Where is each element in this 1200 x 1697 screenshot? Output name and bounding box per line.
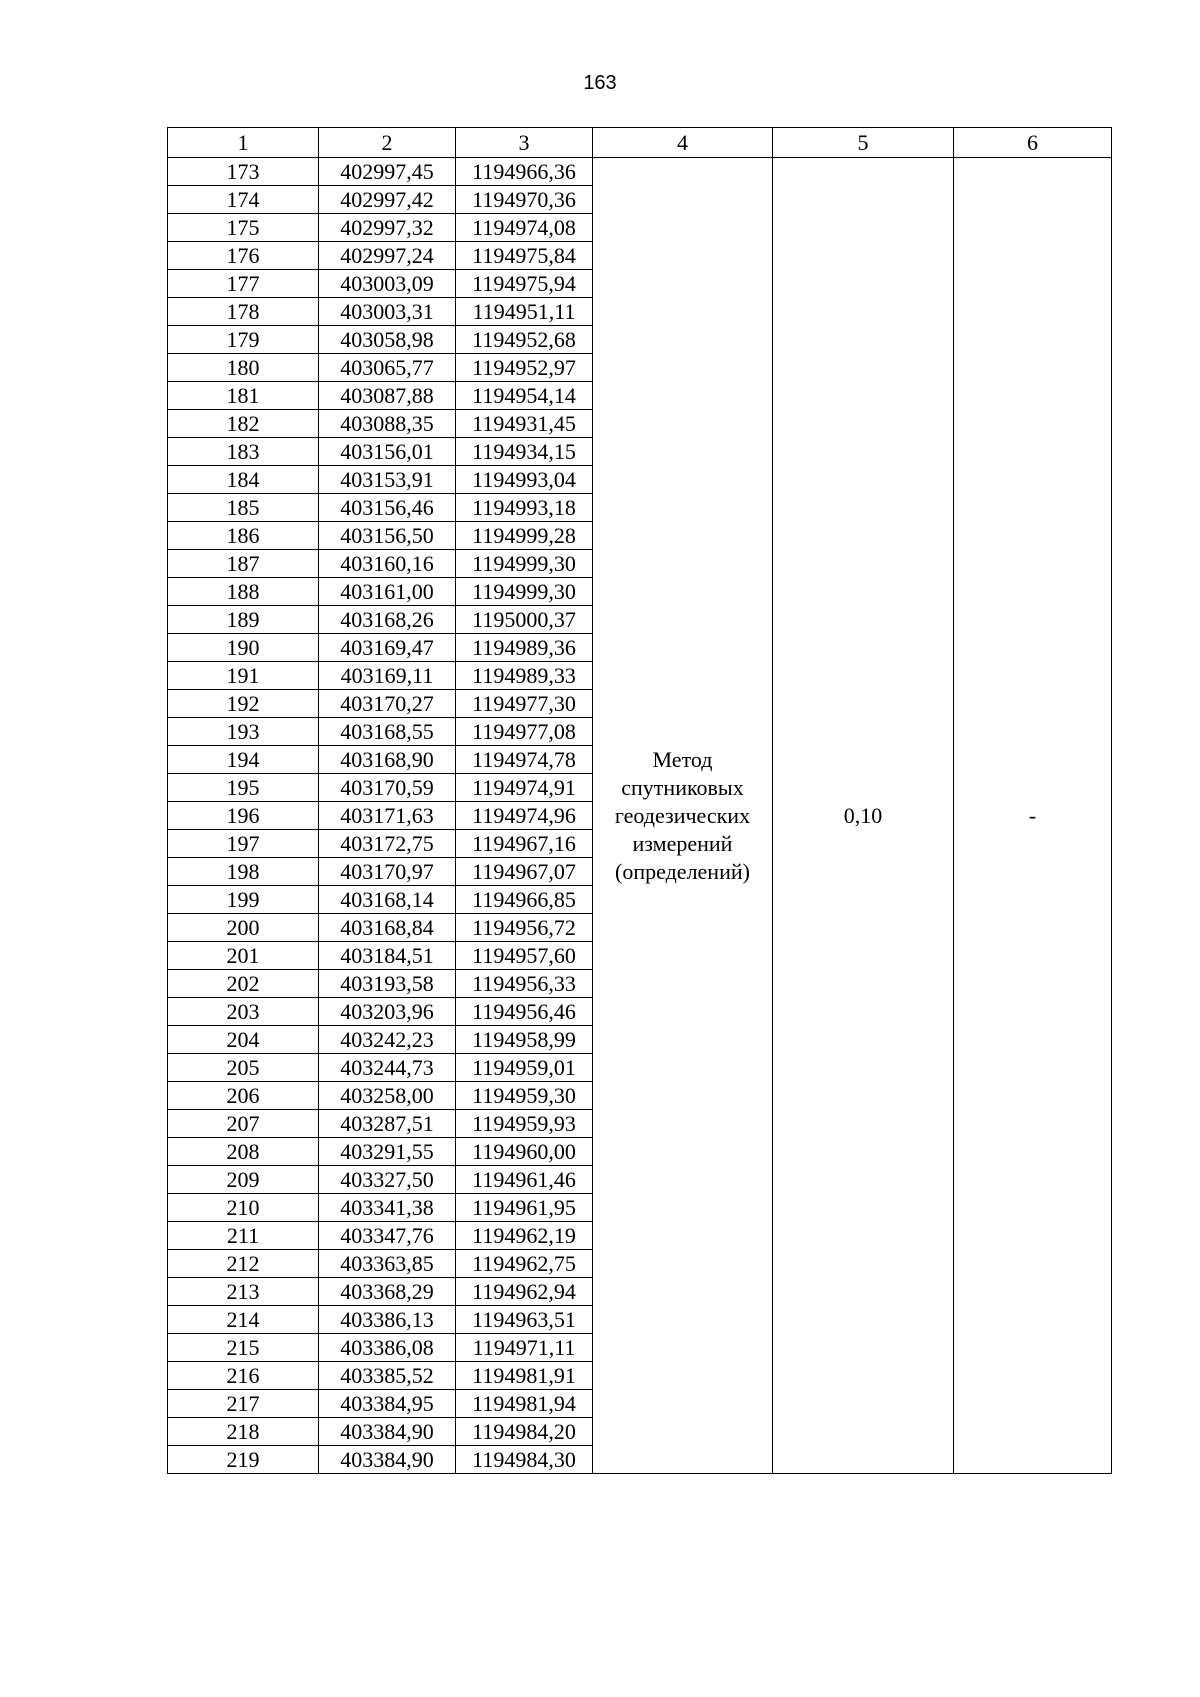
x-coordinate-cell: 403242,23 bbox=[319, 1026, 456, 1054]
y-coordinate-cell: 1194966,36 bbox=[456, 158, 593, 186]
y-coordinate-cell: 1194981,94 bbox=[456, 1390, 593, 1418]
point-number-cell: 216 bbox=[168, 1362, 319, 1390]
x-coordinate-cell: 403171,63 bbox=[319, 802, 456, 830]
y-coordinate-cell: 1194967,16 bbox=[456, 830, 593, 858]
y-coordinate-cell: 1194974,78 bbox=[456, 746, 593, 774]
point-number-cell: 210 bbox=[168, 1194, 319, 1222]
point-number-cell: 190 bbox=[168, 634, 319, 662]
y-coordinate-cell: 1194959,30 bbox=[456, 1082, 593, 1110]
x-coordinate-cell: 403088,35 bbox=[319, 410, 456, 438]
point-number-cell: 218 bbox=[168, 1418, 319, 1446]
x-coordinate-cell: 403244,73 bbox=[319, 1054, 456, 1082]
point-number-cell: 176 bbox=[168, 242, 319, 270]
x-coordinate-cell: 403258,00 bbox=[319, 1082, 456, 1110]
x-coordinate-cell: 403161,00 bbox=[319, 578, 456, 606]
point-number-cell: 200 bbox=[168, 914, 319, 942]
header-cell-4: 4 bbox=[593, 128, 773, 158]
y-coordinate-cell: 1195000,37 bbox=[456, 606, 593, 634]
x-coordinate-cell: 403384,95 bbox=[319, 1390, 456, 1418]
point-number-cell: 186 bbox=[168, 522, 319, 550]
y-coordinate-cell: 1194967,07 bbox=[456, 858, 593, 886]
x-coordinate-cell: 403168,84 bbox=[319, 914, 456, 942]
y-coordinate-cell: 1194931,45 bbox=[456, 410, 593, 438]
y-coordinate-cell: 1194961,46 bbox=[456, 1166, 593, 1194]
header-row bbox=[168, 128, 1112, 158]
point-number-cell: 198 bbox=[168, 858, 319, 886]
x-coordinate-cell: 403170,27 bbox=[319, 690, 456, 718]
x-coordinate-cell: 403368,29 bbox=[319, 1278, 456, 1306]
method-text-line: геодезических bbox=[614, 802, 751, 828]
y-coordinate-cell: 1194975,94 bbox=[456, 270, 593, 298]
y-coordinate-cell: 1194966,85 bbox=[456, 886, 593, 914]
y-coordinate-cell: 1194989,33 bbox=[456, 662, 593, 690]
point-number-cell: 193 bbox=[168, 718, 319, 746]
x-coordinate-cell: 403169,47 bbox=[319, 634, 456, 662]
x-coordinate-cell: 403363,85 bbox=[319, 1250, 456, 1278]
y-coordinate-cell: 1194981,91 bbox=[456, 1362, 593, 1390]
y-coordinate-cell: 1194959,01 bbox=[456, 1054, 593, 1082]
y-coordinate-cell: 1194956,72 bbox=[456, 914, 593, 942]
point-number-cell: 183 bbox=[168, 438, 319, 466]
y-coordinate-cell: 1194999,28 bbox=[456, 522, 593, 550]
y-coordinate-cell: 1194952,97 bbox=[456, 354, 593, 382]
x-coordinate-cell: 403168,26 bbox=[319, 606, 456, 634]
point-number-cell: 184 bbox=[168, 466, 319, 494]
point-number-cell: 192 bbox=[168, 690, 319, 718]
point-number-cell: 185 bbox=[168, 494, 319, 522]
x-coordinate-cell: 403193,58 bbox=[319, 970, 456, 998]
table-body bbox=[168, 158, 1112, 1474]
y-coordinate-cell: 1194977,30 bbox=[456, 690, 593, 718]
point-number-cell: 187 bbox=[168, 550, 319, 578]
x-coordinate-cell: 403386,08 bbox=[319, 1334, 456, 1362]
y-coordinate-cell: 1194975,84 bbox=[456, 242, 593, 270]
point-number-cell: 173 bbox=[168, 158, 319, 186]
x-coordinate-cell: 403385,52 bbox=[319, 1362, 456, 1390]
point-number-cell: 208 bbox=[168, 1138, 319, 1166]
x-coordinate-cell: 403327,50 bbox=[319, 1166, 456, 1194]
point-number-cell: 180 bbox=[168, 354, 319, 382]
point-number-cell: 199 bbox=[168, 886, 319, 914]
y-coordinate-cell: 1194971,11 bbox=[456, 1334, 593, 1362]
x-coordinate-cell: 403168,55 bbox=[319, 718, 456, 746]
x-coordinate-cell: 403203,96 bbox=[319, 998, 456, 1026]
x-coordinate-cell: 403168,14 bbox=[319, 886, 456, 914]
table-row bbox=[168, 158, 1112, 186]
y-coordinate-cell: 1194984,20 bbox=[456, 1418, 593, 1446]
point-number-cell: 188 bbox=[168, 578, 319, 606]
x-coordinate-cell: 403341,38 bbox=[319, 1194, 456, 1222]
y-coordinate-cell: 1194934,15 bbox=[456, 438, 593, 466]
y-coordinate-cell: 1194958,99 bbox=[456, 1026, 593, 1054]
point-number-cell: 213 bbox=[168, 1278, 319, 1306]
x-coordinate-cell: 403169,11 bbox=[319, 662, 456, 690]
point-number-cell: 174 bbox=[168, 186, 319, 214]
y-coordinate-cell: 1194954,14 bbox=[456, 382, 593, 410]
point-number-cell: 189 bbox=[168, 606, 319, 634]
y-coordinate-cell: 1194959,93 bbox=[456, 1110, 593, 1138]
point-number-cell: 201 bbox=[168, 942, 319, 970]
point-number-cell: 194 bbox=[168, 746, 319, 774]
coordinates-table bbox=[167, 127, 1112, 1474]
point-number-cell: 196 bbox=[168, 802, 319, 830]
y-coordinate-cell: 1194989,36 bbox=[456, 634, 593, 662]
x-coordinate-cell: 403384,90 bbox=[319, 1446, 456, 1474]
y-coordinate-cell: 1194999,30 bbox=[456, 578, 593, 606]
y-coordinate-cell: 1194984,30 bbox=[456, 1446, 593, 1474]
y-coordinate-cell: 1194993,18 bbox=[456, 494, 593, 522]
x-coordinate-cell: 403384,90 bbox=[319, 1418, 456, 1446]
point-number-cell: 207 bbox=[168, 1110, 319, 1138]
method-text-line: измерений bbox=[632, 830, 733, 856]
x-coordinate-cell: 403156,01 bbox=[319, 438, 456, 466]
x-coordinate-cell: 403291,55 bbox=[319, 1138, 456, 1166]
point-number-cell: 175 bbox=[168, 214, 319, 242]
y-coordinate-cell: 1194962,19 bbox=[456, 1222, 593, 1250]
point-number-cell: 211 bbox=[168, 1222, 319, 1250]
point-number-cell: 202 bbox=[168, 970, 319, 998]
y-coordinate-cell: 1194962,75 bbox=[456, 1250, 593, 1278]
column-6-cell: - bbox=[954, 158, 1112, 1474]
point-number-cell: 217 bbox=[168, 1390, 319, 1418]
point-number-cell: 197 bbox=[168, 830, 319, 858]
header-cell-3: 3 bbox=[456, 128, 593, 158]
x-coordinate-cell: 403168,90 bbox=[319, 746, 456, 774]
x-coordinate-cell: 403172,75 bbox=[319, 830, 456, 858]
point-number-cell: 214 bbox=[168, 1306, 319, 1334]
y-coordinate-cell: 1194974,91 bbox=[456, 774, 593, 802]
x-coordinate-cell: 403386,13 bbox=[319, 1306, 456, 1334]
x-coordinate-cell: 403087,88 bbox=[319, 382, 456, 410]
y-coordinate-cell: 1194960,00 bbox=[456, 1138, 593, 1166]
header-cell-5: 5 bbox=[773, 128, 954, 158]
x-coordinate-cell: 402997,32 bbox=[319, 214, 456, 242]
point-number-cell: 219 bbox=[168, 1446, 319, 1474]
point-number-cell: 209 bbox=[168, 1166, 319, 1194]
y-coordinate-cell: 1194977,08 bbox=[456, 718, 593, 746]
y-coordinate-cell: 1194956,33 bbox=[456, 970, 593, 998]
point-number-cell: 212 bbox=[168, 1250, 319, 1278]
point-number-cell: 179 bbox=[168, 326, 319, 354]
y-coordinate-cell: 1194999,30 bbox=[456, 550, 593, 578]
point-number-cell: 206 bbox=[168, 1082, 319, 1110]
point-number-cell: 215 bbox=[168, 1334, 319, 1362]
x-coordinate-cell: 402997,42 bbox=[319, 186, 456, 214]
header-cell-1: 1 bbox=[168, 128, 319, 158]
point-number-cell: 204 bbox=[168, 1026, 319, 1054]
y-coordinate-cell: 1194962,94 bbox=[456, 1278, 593, 1306]
x-coordinate-cell: 403156,50 bbox=[319, 522, 456, 550]
point-number-cell: 195 bbox=[168, 774, 319, 802]
y-coordinate-cell: 1194963,51 bbox=[456, 1306, 593, 1334]
method-text-line: (определений) bbox=[615, 858, 750, 884]
y-coordinate-cell: 1194952,68 bbox=[456, 326, 593, 354]
x-coordinate-cell: 403160,16 bbox=[319, 550, 456, 578]
method-text-line: спутниковых bbox=[621, 774, 744, 800]
header-cell-2: 2 bbox=[319, 128, 456, 158]
x-coordinate-cell: 403153,91 bbox=[319, 466, 456, 494]
method-text-line: Метод bbox=[652, 746, 713, 772]
x-coordinate-cell: 403170,59 bbox=[319, 774, 456, 802]
y-coordinate-cell: 1194993,04 bbox=[456, 466, 593, 494]
x-coordinate-cell: 403156,46 bbox=[319, 494, 456, 522]
point-number-cell: 178 bbox=[168, 298, 319, 326]
y-coordinate-cell: 1194974,08 bbox=[456, 214, 593, 242]
point-number-cell: 181 bbox=[168, 382, 319, 410]
y-coordinate-cell: 1194951,11 bbox=[456, 298, 593, 326]
x-coordinate-cell: 403058,98 bbox=[319, 326, 456, 354]
x-coordinate-cell: 403003,09 bbox=[319, 270, 456, 298]
y-coordinate-cell: 1194957,60 bbox=[456, 942, 593, 970]
y-coordinate-cell: 1194974,96 bbox=[456, 802, 593, 830]
point-number-cell: 205 bbox=[168, 1054, 319, 1082]
x-coordinate-cell: 402997,45 bbox=[319, 158, 456, 186]
page-number: 163 bbox=[583, 72, 617, 94]
x-coordinate-cell: 403170,97 bbox=[319, 858, 456, 886]
header-cell-6: 6 bbox=[954, 128, 1112, 158]
y-coordinate-cell: 1194956,46 bbox=[456, 998, 593, 1026]
accuracy-cell: 0,10 bbox=[773, 158, 954, 1474]
y-coordinate-cell: 1194961,95 bbox=[456, 1194, 593, 1222]
x-coordinate-cell: 403003,31 bbox=[319, 298, 456, 326]
x-coordinate-cell: 403347,76 bbox=[319, 1222, 456, 1250]
x-coordinate-cell: 403184,51 bbox=[319, 942, 456, 970]
point-number-cell: 191 bbox=[168, 662, 319, 690]
x-coordinate-cell: 403287,51 bbox=[319, 1110, 456, 1138]
y-coordinate-cell: 1194970,36 bbox=[456, 186, 593, 214]
point-number-cell: 203 bbox=[168, 998, 319, 1026]
x-coordinate-cell: 403065,77 bbox=[319, 354, 456, 382]
point-number-cell: 177 bbox=[168, 270, 319, 298]
method-cell bbox=[593, 158, 773, 1474]
point-number-cell: 182 bbox=[168, 410, 319, 438]
x-coordinate-cell: 402997,24 bbox=[319, 242, 456, 270]
